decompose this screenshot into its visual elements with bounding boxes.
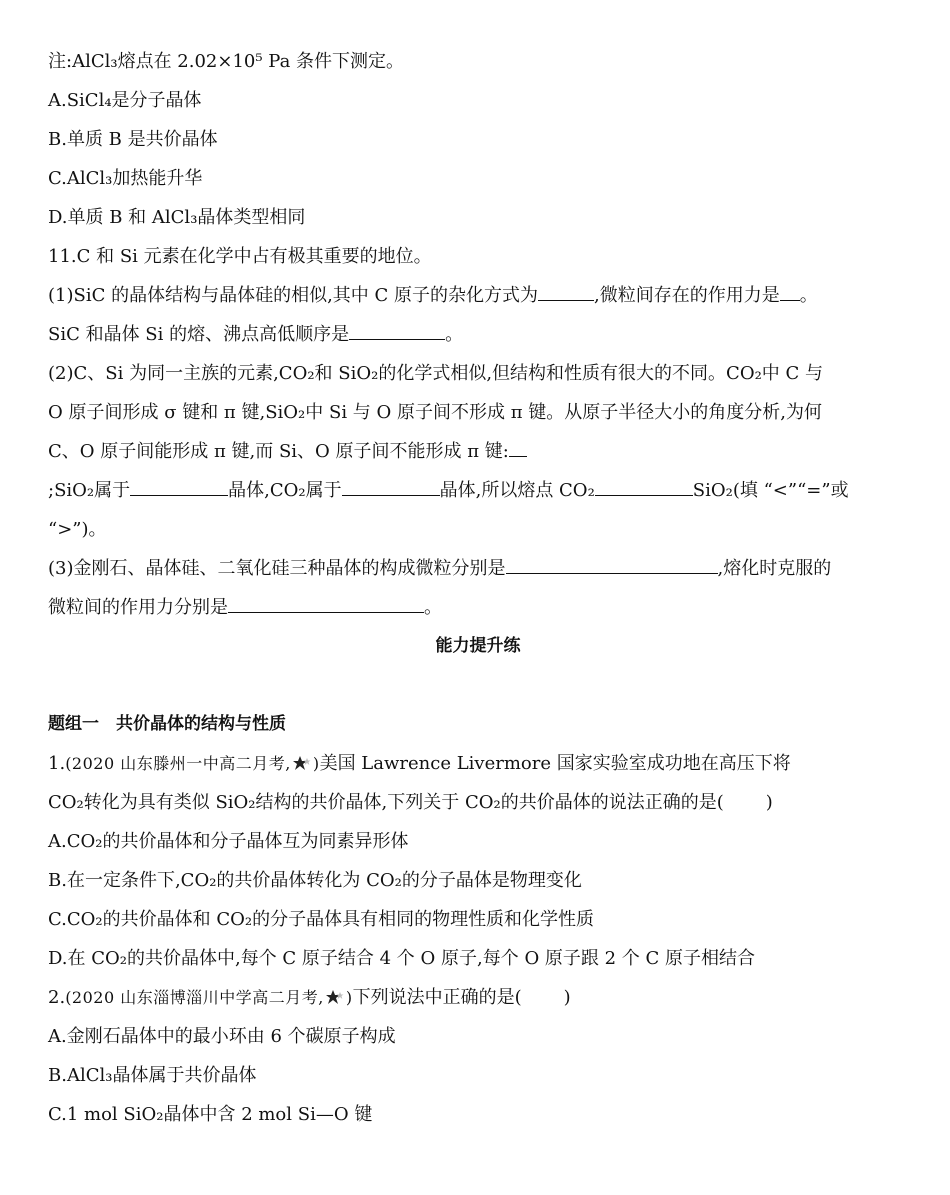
q11-p3-line2-a: 微粒间的作用力分别是 <box>48 597 228 618</box>
q11-part3-line1 <box>48 549 908 588</box>
question-1-line2 <box>48 783 908 822</box>
question-group-title: 题组一 共价晶体的结构与性质 <box>48 714 286 734</box>
question-stem: 美国 Lawrence Livermore 国家实验室成功地在高压下将 <box>319 753 791 774</box>
note-line: 注:AlCl₃熔点在 2.02×10⁵ Pa 条件下测定。 <box>48 51 405 72</box>
q11-part2-line2: O 原子间形成 σ 键和 π 键,SiO₂中 Si 与 O 原子间不形成 π 键。从原子半径大小的角度分析,为何 <box>48 402 822 423</box>
answer-blank[interactable] <box>780 286 800 301</box>
q11-p1-text-a: (1)SiC 的晶体结构与晶体硅的相似,其中 C 原子的杂化方式为 <box>48 285 539 306</box>
q1-option-a: A.CO₂的共价晶体和分子晶体互为同素异形体 <box>48 831 409 852</box>
q11-p2-line4-b: 晶体,CO₂属于 <box>228 480 342 501</box>
answer-blank[interactable] <box>595 481 693 496</box>
q11-part2-line1: (2)C、Si 为同一主族的元素,CO₂和 SiO₂的化学式相似,但结构和性质有很大的不同。CO₂中 C 与 <box>48 363 824 384</box>
question-stem: 下列说法中正确的是( <box>352 987 522 1008</box>
q1-option-d: D.在 CO₂的共价晶体中,每个 C 原子结合 4 个 O 原子,每个 O 原子跟 2 个 C 原子相结合 <box>48 948 756 969</box>
question-number: 2. <box>48 987 66 1008</box>
q11-p1-line2-text: SiC 和晶体 Si 的熔、沸点高低顺序是 <box>48 324 350 345</box>
q11-p2-line4-c: 晶体,所以熔点 CO₂ <box>439 480 595 501</box>
question-2-line1 <box>48 978 908 1017</box>
question-number: 1. <box>48 753 66 774</box>
q11-p1-text-b: ,微粒间存在的作用力是 <box>594 285 780 306</box>
option-c-line: C.AlCl₃加热能升华 <box>48 168 203 189</box>
answer-blank[interactable] <box>538 286 594 301</box>
question-paren-end: ) <box>563 987 571 1008</box>
q11-p2-line4-d: SiO₂(填 “<”“=”或 <box>692 480 849 501</box>
q11-p3-line1-b: ,熔化时克服的 <box>717 558 832 579</box>
q2-option-c: C.1 mol SiO₂晶体中含 2 mol Si—O 键 <box>48 1104 373 1125</box>
q1-option-b: B.在一定条件下,CO₂的共价晶体转化为 CO₂的分子晶体是物理变化 <box>48 870 582 891</box>
q11-p3-line2-b: 。 <box>424 597 442 618</box>
answer-blank[interactable] <box>349 325 445 340</box>
answer-blank[interactable] <box>342 481 440 496</box>
option-b-line: B.单质 B 是共价晶体 <box>48 129 218 150</box>
option-d-line: D.单质 B 和 AlCl₃晶体类型相同 <box>48 207 306 228</box>
q11-part1-line1 <box>48 276 908 315</box>
question-stem-cont: CO₂转化为具有类似 SiO₂结构的共价晶体,下列关于 CO₂的共价晶体的说法正确的是( <box>48 792 724 813</box>
question-1-line1 <box>48 744 908 783</box>
answer-blank[interactable] <box>228 598 424 613</box>
q2-option-a: A.金刚石晶体中的最小环由 6 个碳原子构成 <box>48 1026 396 1047</box>
answer-blank[interactable] <box>130 481 228 496</box>
difficulty-star-icon <box>325 980 345 1019</box>
q11-p2-line4-a: ;SiO₂属于 <box>48 480 131 501</box>
question-source-end: ) <box>345 988 353 1007</box>
question-source: (2020 山东淄博淄川中学高二月考, <box>65 988 324 1007</box>
q11-part2-line3 <box>48 432 908 471</box>
q1-option-c: C.CO₂的共价晶体和 CO₂的分子晶体具有相同的物理性质和化学性质 <box>48 909 595 930</box>
q11-part1-line2 <box>48 315 908 354</box>
q11-part3-line2 <box>48 588 908 627</box>
q2-option-b: B.AlCl₃晶体属于共价晶体 <box>48 1065 257 1086</box>
q11-part2-line5: “>”)。 <box>48 519 107 540</box>
section-heading: 能力提升练 <box>435 636 521 656</box>
difficulty-star-icon <box>292 746 312 785</box>
question-source: (2020 山东滕州一中高二月考, <box>65 754 291 773</box>
answer-blank[interactable] <box>509 442 527 457</box>
question-paren-end: ) <box>765 792 773 813</box>
option-a-line: A.SiCl₄是分子晶体 <box>48 90 202 111</box>
q11-p1-text-c: 。 <box>799 285 818 306</box>
q11-p2-line3-text: C、O 原子间能形成 π 键,而 Si、O 原子间不能形成 π 键: <box>48 441 509 462</box>
question-11-stem: 11.C 和 Si 元素在化学中占有极其重要的地位。 <box>48 246 432 267</box>
q11-part2-line4 <box>48 471 908 510</box>
q11-p1-line2-end: 。 <box>445 324 464 345</box>
document-page <box>48 42 908 1134</box>
spacer <box>48 666 908 705</box>
answer-blank[interactable] <box>506 559 718 574</box>
q11-p3-line1-a: (3)金刚石、晶体硅、二氧化硅三种晶体的构成微粒分别是 <box>48 558 506 579</box>
question-source-end: ) <box>312 754 320 773</box>
